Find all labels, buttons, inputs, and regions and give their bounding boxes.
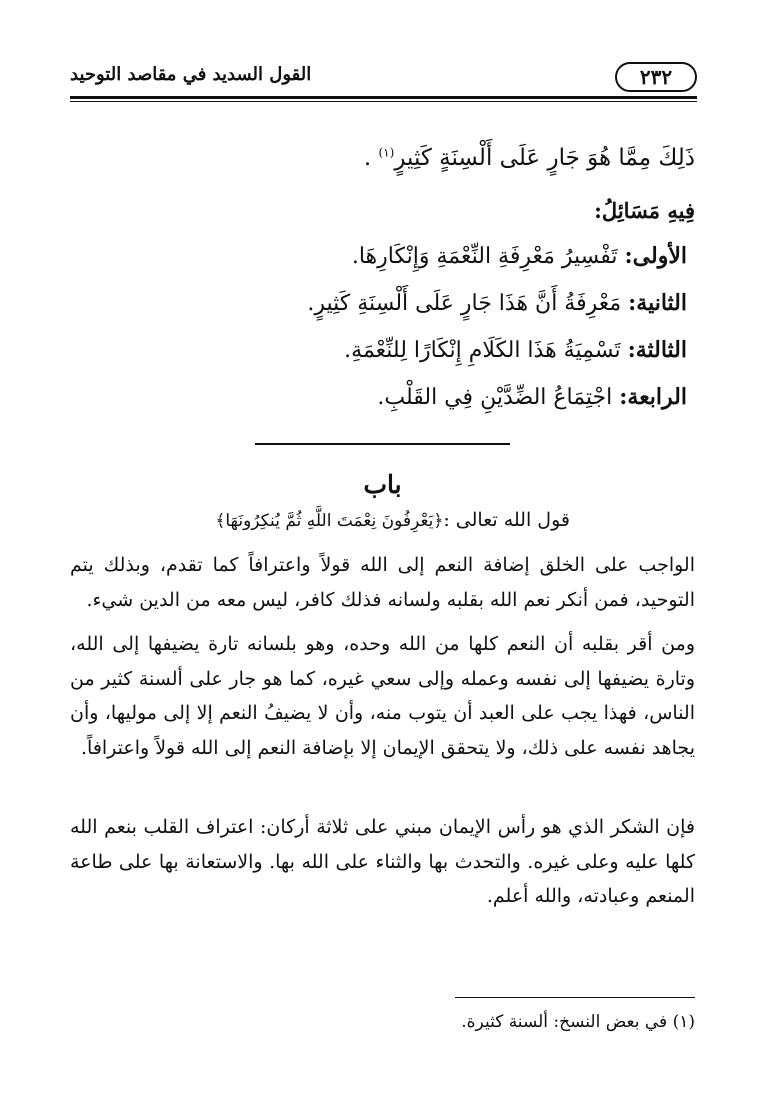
issue-label: الثانية: [628, 290, 687, 316]
quote-line [70, 145, 695, 171]
issue-text: تَفْسِيرُ مَعْرِفَةِ النِّعْمَةِ وَإِنْكَارِهَا. [351, 244, 625, 269]
body-paragraph: ومن أقر بقلبه أن النعم كلها من الله وحده، وهو بلسانه تارة يضيفها إلى الله، وتارة يضيفها إلى نفسه وعمله وإلى سعي غيره، كما هو جار على ألسنة كثير من الناس، فهذا يجب على العبد أن يتوب منه، وأن لا يضيفُ النعم إلا إلى موليها، وأن يجاهد نفسه على ذلك، ولا يتحقق الإيمان إلا بإضافة النعم إلى الله قولاً واعترافاً. [70, 633, 695, 759]
verse-intro: قول الله تعالى : [443, 509, 570, 531]
section-divider [255, 443, 510, 445]
header-rule [70, 96, 697, 99]
issue-text: اجْتِمَاعُ الضِّدَّيْنِ فِي القَلْبِ. [377, 385, 620, 410]
quote-text: ذَلِكَ مِمَّا هُوَ جَارٍ عَلَى أَلْسِنَةٍ كَثِيرٍ [394, 145, 695, 171]
footnote-rule [455, 997, 695, 998]
body-paragraph: فإن الشكر الذي هو رأس الإيمان مبني على ثلاثة أركان: اعتراف القلب بنعم الله كلها عليه وعلى غيره. والتحدث بها والثناء على الله بها. والاستعانة بها على طاعة المنعم وعبادته، والله أعلم. [70, 816, 695, 907]
chapter-title: باب [363, 470, 402, 499]
verse-line [70, 509, 570, 531]
issues-heading: فِيهِ مَسَائِلُ: [594, 198, 695, 223]
issue-label: الثالثة: [627, 337, 687, 363]
header-rule-thin [70, 101, 697, 102]
issue-item [70, 384, 687, 410]
footnote: (١) في بعض النسخ: ألسنة كثيرة. [461, 1012, 695, 1032]
page-number: ٢٣٢ [615, 62, 697, 92]
footnote-ref: (١) [378, 145, 395, 160]
issue-label: الأولى: [624, 243, 687, 269]
quran-verse: ﴿يَعْرِفُونَ نِعْمَتَ اللَّهِ ثُمَّ يُنكِرُونَهَا﴾ [215, 511, 444, 531]
issue-item [70, 337, 687, 363]
issue-text: تَسْمِيَةُ هَذَا الكَلَامِ إِنْكَارًا لِلنِّعْمَةِ. [344, 338, 628, 363]
body-paragraph: الواجب على الخلق إضافة النعم إلى الله قولاً واعترافاً كما تقدم، وبذلك يتم التوحيد، فمن أنكر نعم الله بقلبه ولسانه فذلك كافر، ليس معه من الدين شيء. [70, 554, 695, 611]
quote-end: . [363, 145, 379, 171]
issue-label: الرابعة: [619, 384, 687, 410]
running-title: القول السديد في مقاصد التوحيد [70, 64, 312, 85]
issue-item [70, 290, 687, 316]
issue-text: مَعْرِفَةُ أَنَّ هَذَا جَارٍ عَلَى أَلْسِنَةِ كَثِيرٍ. [307, 291, 629, 316]
issue-item [70, 243, 687, 269]
